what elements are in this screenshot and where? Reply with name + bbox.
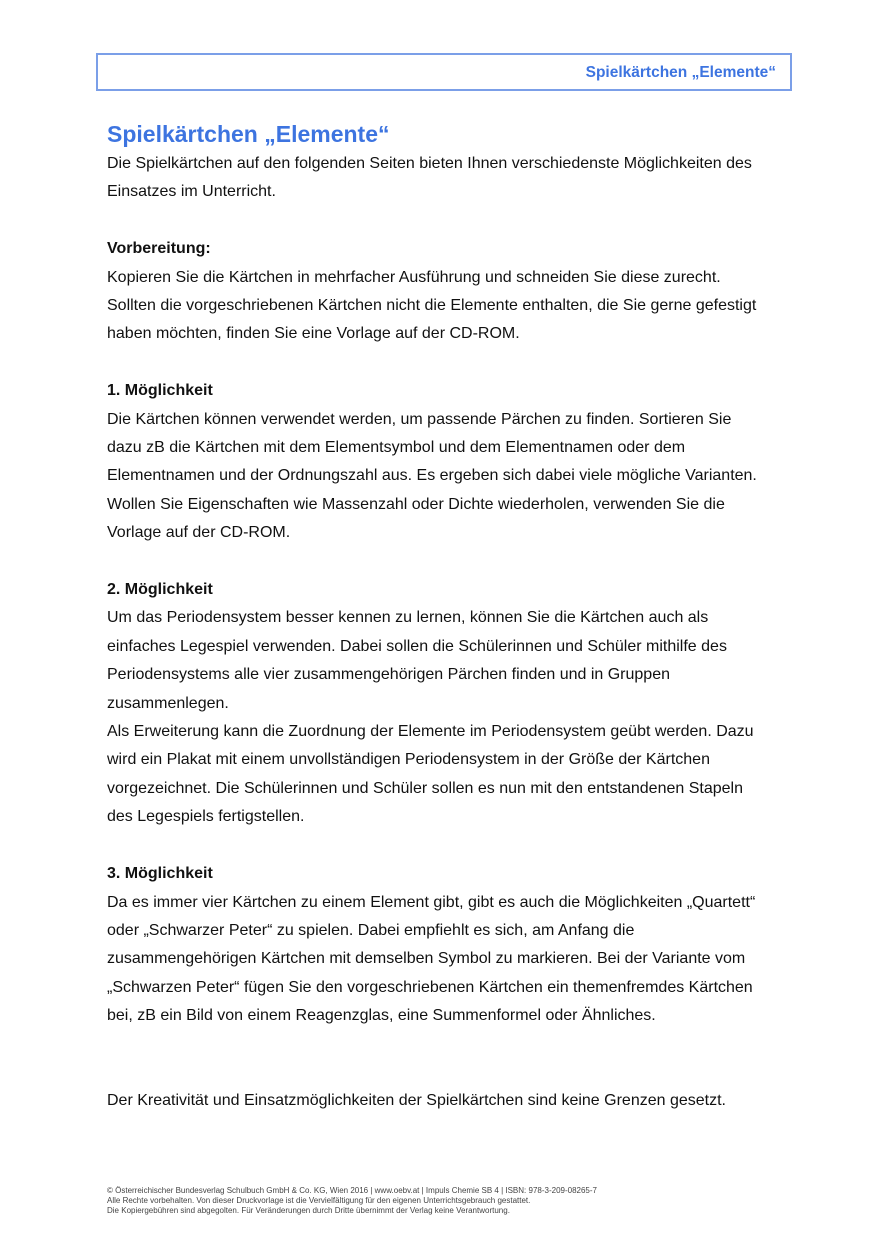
- closing-paragraph: [107, 1087, 797, 1115]
- text-line: Vorlage auf der CD-ROM.: [107, 524, 291, 542]
- section-moeglichkeit-2: [107, 576, 797, 832]
- page-footer: [107, 1186, 797, 1217]
- text-line: haben möchten, finden Sie eine Vorlage auf der CD-ROM.: [107, 325, 520, 343]
- footer-copyright: © Österreichischer Bundesverlag Schulbuch GmbH & Co. KG, Wien 2016 | www.oebv.at | Impuls Chemie SB 4 | ISBN: 978-3-209-08265-7: [107, 1186, 597, 1195]
- text-line: Um das Periodensystem besser kennen zu lernen, können Sie die Kärtchen auch als: [107, 609, 709, 627]
- text-line: bei, zB ein Bild von einem Reagenzglas, eine Summenformel oder Ähnliches.: [107, 1007, 656, 1025]
- section-moeglichkeit-1: [107, 377, 797, 547]
- text-line: Die Kärtchen können verwendet werden, um passende Pärchen zu finden. Sortieren Sie: [107, 410, 732, 428]
- text-line: wird ein Plakat mit einem unvollständigen Periodensystem in der Größe der Kärtchen: [107, 751, 710, 769]
- text-line: vorgezeichnet. Die Schülerinnen und Schüler sollen es nun mit den entstandenen Stapeln: [107, 779, 743, 797]
- section-heading: 3. Möglichkeit: [107, 865, 213, 883]
- text-line: Der Kreativität und Einsatzmöglichkeiten der Spielkärtchen sind keine Grenzen gesetzt.: [107, 1092, 726, 1110]
- text-line: Wollen Sie Eigenschaften wie Massenzahl oder Dichte wiederholen, verwenden Sie die: [107, 495, 725, 513]
- section-heading: Vorbereitung:: [107, 240, 211, 258]
- text-line: Da es immer vier Kärtchen zu einem Element gibt, gibt es auch die Möglichkeiten „Quartett“: [107, 893, 756, 911]
- text-line: Periodensystems alle vier zusammengehörigen Pärchen finden und in Gruppen: [107, 666, 670, 684]
- footer-rights: Alle Rechte vorbehalten. Von dieser Druckvorlage ist die Vervielfältigung für den eigenen Unterrichtsgebrauch gestattet.: [107, 1196, 531, 1206]
- text-line: des Legespiels fertigstellen.: [107, 808, 305, 826]
- section-paragraph: [107, 604, 797, 831]
- page-header: [96, 53, 792, 91]
- text-line: zusammenlegen.: [107, 694, 229, 712]
- page-title: Spielkärtchen „Elemente“: [107, 121, 390, 147]
- section-vorbereitung: [107, 235, 797, 349]
- footer-disclaimer: Die Kopiergebühren sind abgegolten. Für Veränderungen durch Dritte übernimmt der Verlag keine Verantwortung.: [107, 1206, 510, 1216]
- section-heading: 1. Möglichkeit: [107, 382, 213, 400]
- text-line: Elementnamen und der Ordnungszahl aus. Es ergeben sich dabei viele mögliche Varianten.: [107, 467, 757, 485]
- text-line: Sollten die vorgeschriebenen Kärtchen nicht die Elemente enthalten, die Sie gerne gefestigt: [107, 297, 757, 315]
- intro-line: Die Spielkärtchen auf den folgenden Seiten bieten Ihnen verschiedenste Möglichkeiten des: [107, 155, 752, 172]
- text-line: einfaches Legespiel verwenden. Dabei sollen die Schülerinnen und Schüler mithilfe des: [107, 637, 727, 655]
- text-line: zusammengehörigen Kärtchen mit demselben Symbol zu markieren. Bei der Variante vom: [107, 950, 746, 968]
- section-heading: 2. Möglichkeit: [107, 581, 213, 599]
- text-line: dazu zB die Kärtchen mit dem Elementsymbol und dem Elementnamen oder dem: [107, 439, 686, 457]
- text-line: „Schwarzen Peter“ fügen Sie den vorgeschriebenen Kärtchen ein themenfremdes Kärtchen: [107, 978, 753, 996]
- section-moeglichkeit-3: [107, 860, 797, 1030]
- header-title: Spielkärtchen „Elemente“: [585, 64, 776, 81]
- text-line: Als Erweiterung kann die Zuordnung der Elemente im Periodensystem geübt werden. Dazu: [107, 723, 754, 741]
- intro-line: Einsatzes im Unterricht.: [107, 183, 276, 201]
- section-paragraph: [107, 264, 797, 349]
- section-paragraph: [107, 889, 797, 1031]
- section-paragraph: [107, 406, 797, 548]
- document-body: [107, 118, 797, 1116]
- text-line: oder „Schwarzer Peter“ zu spielen. Dabei empfiehlt es sich, am Anfang die: [107, 921, 635, 939]
- intro-paragraph: [107, 150, 797, 207]
- text-line: Kopieren Sie die Kärtchen in mehrfacher Ausführung und schneiden Sie diese zurecht.: [107, 268, 721, 286]
